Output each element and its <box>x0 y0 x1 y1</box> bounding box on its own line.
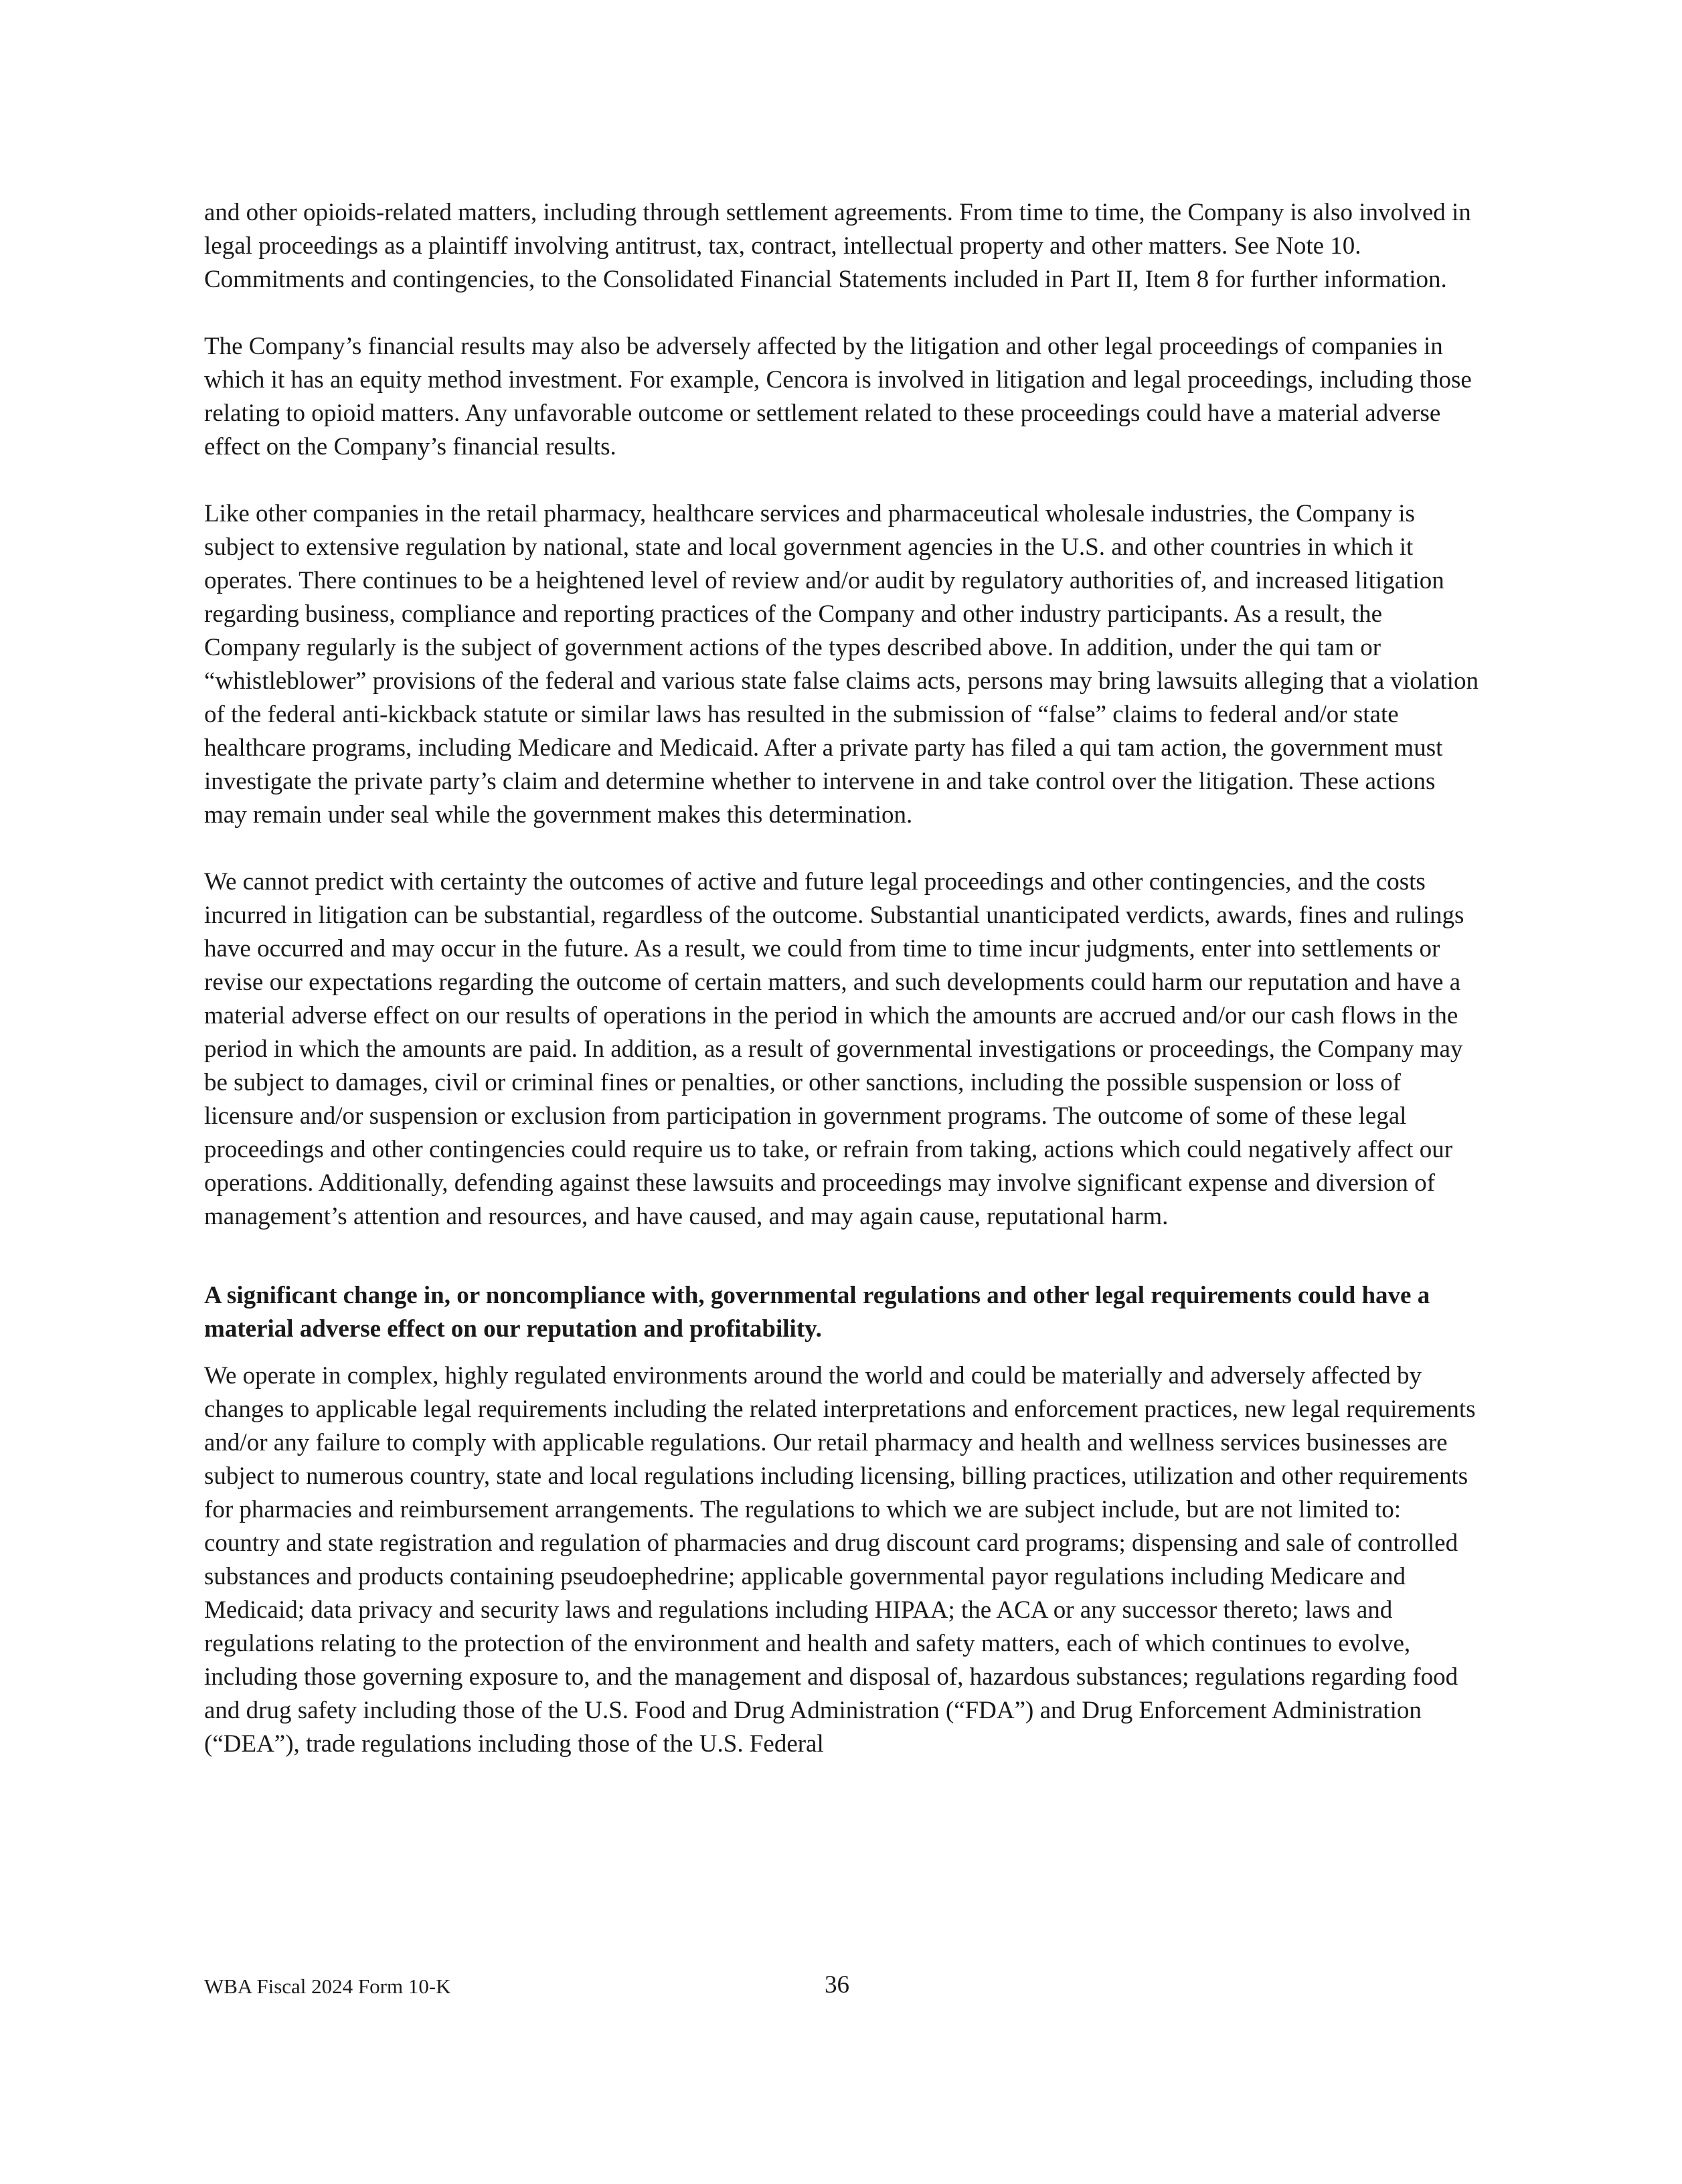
paragraph-legal-outcomes: We cannot predict with certainty the outcomes of active and future legal proceedings and other contingencies, and the costs incurred in litigation can be substantial, regardless of the outcome. Substantial unanticipated verdicts, awards, fines and rulings have occurred and may occur in the future. As a result, we could from time to time incur judgments, enter into settlements or revise our expectations regarding the outcome of certain matters, and such developments could harm our reputation and have a material adverse effect on our results of operations in the period in which the amounts are accrued and/or our cash flows in the period in which the amounts are paid. In addition, as a result of governmental investigations or proceedings, the Company may be subject to damages, civil or criminal fines or penalties, or other sanctions, including the possible suspension or loss of licensure and/or suspension or exclusion from participation in government programs. The outcome of some of these legal proceedings and other contingencies could require us to take, or refrain from taking, actions which could negatively affect our operations. Additionally, defending against these lawsuits and proceedings may involve significant expense and diversion of management’s attention and resources, and have caused, and may again cause, reputational harm. <box>204 868 1464 1230</box>
paragraph-equity-method-litigation: The Company’s financial results may also be adversely affected by the litigation and other legal proceedings of companies in which it has an equity method investment. For example, Cencora is involved in litigation and legal proceedings, including those relating to opioid matters. Any unfavorable outcome or settlement related to these proceedings could have a material adverse effect on the Company’s financial results. <box>204 333 1472 460</box>
section-heading-regulation-risk: A significant change in, or noncompliance with, governmental regulations and other legal requirements could have a material adverse effect on our reputation and profitability. <box>204 1282 1430 1343</box>
paragraph-opioid-matters: and other opioids-related matters, including through settlement agreements. From time to time, the Company is also involved in legal proceedings as a plaintiff involving antitrust, tax, contract, intellectual property and other matters. See Note 10. Commitments and contingencies, to the Consolidated Financial Statements included in Part II, Item 8 for further information. <box>204 199 1471 293</box>
paragraph-industry-regulation: Like other companies in the retail pharmacy, healthcare services and pharmaceutical wholesale industries, the Company is subject to extensive regulation by national, state and local government agencies in the U.S. and other countries in which it operates. There continues to be a heightened level of review and/or audit by regulatory authorities of, and increased litigation regarding business, compliance and reporting practices of the Company and other industry participants. As a result, the Company regularly is the subject of government actions of the types described above. In addition, under the qui tam or “whistleblower” provisions of the federal and various state false claims acts, persons may bring lawsuits alleging that a violation of the federal anti-kickback statute or similar laws has resulted in the submission of “false” claims to federal and/or state healthcare programs, including Medicare and Medicaid. After a private party has filed a qui tam action, the government must investigate the private party’s claim and determine whether to intervene in and take control over the litigation. These actions may remain under seal while the government makes this determination. <box>204 500 1479 829</box>
page-body <box>204 196 1483 1794</box>
footer-document-label: WBA Fiscal 2024 Form 10-K <box>204 1975 451 1998</box>
footer-page-number: 36 <box>825 1971 849 1999</box>
paragraph-regulatory-environment: We operate in complex, highly regulated environments around the world and could be materially and adversely affected by changes to applicable legal requirements including the related interpretations and enforcement practices, new legal requirements and/or any failure to comply with applicable regulations. Our retail pharmacy and health and wellness services businesses are subject to numerous country, state and local regulations including licensing, billing practices, utilization and other requirements for pharmacies and reimbursement arrangements. The regulations to which we are subject include, but are not limited to: country and state registration and regulation of pharmacies and drug discount card programs; dispensing and sale of controlled substances and products containing pseudoephedrine; applicable governmental payor regulations including Medicare and Medicaid; data privacy and security laws and regulations including HIPAA; the ACA or any successor thereto; laws and regulations relating to the protection of the environment and health and safety matters, each of which continues to evolve, including those governing exposure to, and the management and disposal of, hazardous substances; regulations regarding food and drug safety including those of the U.S. Food and Drug Administration (“FDA”) and Drug Enforcement Administration (“DEA”), trade regulations including those of the U.S. Federal <box>204 1362 1476 1758</box>
